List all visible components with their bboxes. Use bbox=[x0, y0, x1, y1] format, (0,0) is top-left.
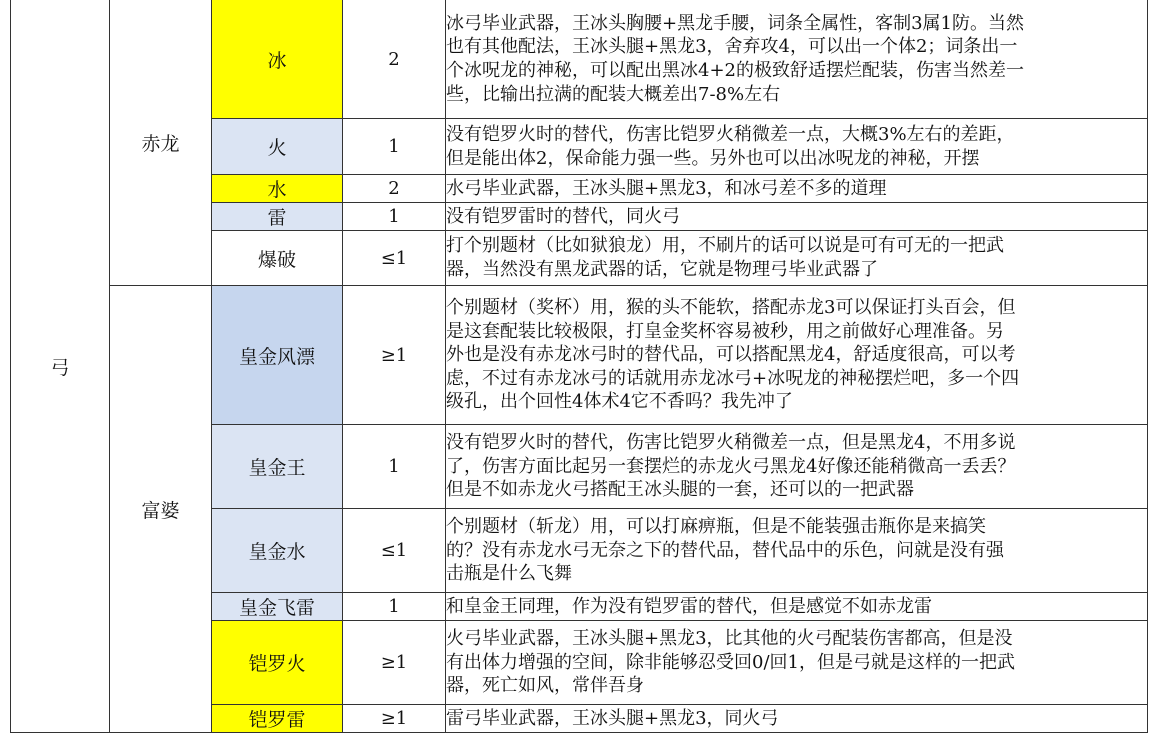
description-cell: 水弓毕业武器，王冰头腿+黑龙3，和冰弓差不多的道理 bbox=[446, 175, 1148, 203]
element-cell: 皇金风漂 bbox=[212, 286, 343, 425]
weapon-guide-table bbox=[10, 0, 1148, 733]
count-cell: ≤1 bbox=[343, 231, 446, 286]
description-cell: 没有铠罗火时的替代，伤害比铠罗火稍微差一点，大概3%左右的差距， 但是能出体2，保命能力强一些。另外也可以出冰呪龙的神秘，开摆 bbox=[446, 119, 1148, 175]
description-cell: 冰弓毕业武器，王冰头胸腰+黑龙手腰，词条全属性，客制3属1防。当然 也有其他配法，王冰头腿+黑龙3，舍弃攻4，可以出一个体2；词条出一 个冰呪龙的神秘，可以配出黑冰4+2的极致舒适摆烂配装，伤害当然差一 些，比输出拉满的配装大概差出7-8%左右 bbox=[446, 0, 1148, 119]
element-cell: 皇金水 bbox=[212, 509, 343, 593]
count-cell: 1 bbox=[343, 593, 446, 621]
element-cell: 雷 bbox=[212, 203, 343, 231]
description-cell: 和皇金王同理，作为没有铠罗雷的替代，但是感觉不如赤龙雷 bbox=[446, 593, 1148, 621]
element-cell: 皇金飞雷 bbox=[212, 593, 343, 621]
count-cell: 2 bbox=[343, 0, 446, 119]
weapon-type-cell: 弓 bbox=[11, 0, 110, 733]
count-cell: 1 bbox=[343, 203, 446, 231]
element-cell: 火 bbox=[212, 119, 343, 175]
count-cell: ≤1 bbox=[343, 509, 446, 593]
element-cell: 冰 bbox=[212, 0, 343, 119]
count-cell: ≥1 bbox=[343, 621, 446, 705]
table-row bbox=[11, 0, 1148, 119]
group-name-cell: 富婆 bbox=[110, 286, 212, 733]
element-cell: 铠罗火 bbox=[212, 621, 343, 705]
count-cell: ≥1 bbox=[343, 286, 446, 425]
description-cell: 个别题材（奖杯）用，猴的头不能软，搭配赤龙3可以保证打头百会，但 是这套配装比较极限，打皇金奖杯容易被秒，用之前做好心理准备。另 外也是没有赤龙冰弓时的替代品，可以搭配黑龙4，舒适度很高，可以考 虑，不过有赤龙冰弓的话就用赤龙冰弓+冰呪龙的神秘摆烂吧，多一个四 级孔，出个回性4体术4它不香吗？我先冲了 bbox=[446, 286, 1148, 425]
description-cell: 没有铠罗火时的替代，伤害比铠罗火稍微差一点，但是黑龙4，不用多说 了，伤害方面比起另一套摆烂的赤龙火弓黑龙4好像还能稍微高一丢丢？ 但是不如赤龙火弓搭配王冰头腿的一套，还可以的一把武器 bbox=[446, 425, 1148, 509]
element-cell: 爆破 bbox=[212, 231, 343, 286]
description-cell: 雷弓毕业武器，王冰头腿+黑龙3，同火弓 bbox=[446, 705, 1148, 733]
count-cell: 1 bbox=[343, 425, 446, 509]
group-name-cell: 赤龙 bbox=[110, 0, 212, 286]
count-cell: 1 bbox=[343, 119, 446, 175]
description-cell: 火弓毕业武器，王冰头腿+黑龙3，比其他的火弓配装伤害都高，但是没 有出体力增强的空间，除非能够忍受回0/回1，但是弓就是这样的一把武 器，死亡如风，常伴吾身 bbox=[446, 621, 1148, 705]
element-cell: 皇金王 bbox=[212, 425, 343, 509]
element-cell: 铠罗雷 bbox=[212, 705, 343, 733]
count-cell: ≥1 bbox=[343, 705, 446, 733]
table-row bbox=[11, 286, 1148, 425]
description-cell: 个别题材（斩龙）用，可以打麻痹瓶，但是不能装强击瓶你是来搞笑 的？没有赤龙水弓无奈之下的替代品，替代品中的乐色，问就是没有强 击瓶是什么飞舞 bbox=[446, 509, 1148, 593]
description-cell: 没有铠罗雷时的替代，同火弓 bbox=[446, 203, 1148, 231]
element-cell: 水 bbox=[212, 175, 343, 203]
count-cell: 2 bbox=[343, 175, 446, 203]
description-cell: 打个别题材（比如狱狼龙）用，不刷片的话可以说是可有可无的一把武 器，当然没有黑龙武器的话，它就是物理弓毕业武器了 bbox=[446, 231, 1148, 286]
